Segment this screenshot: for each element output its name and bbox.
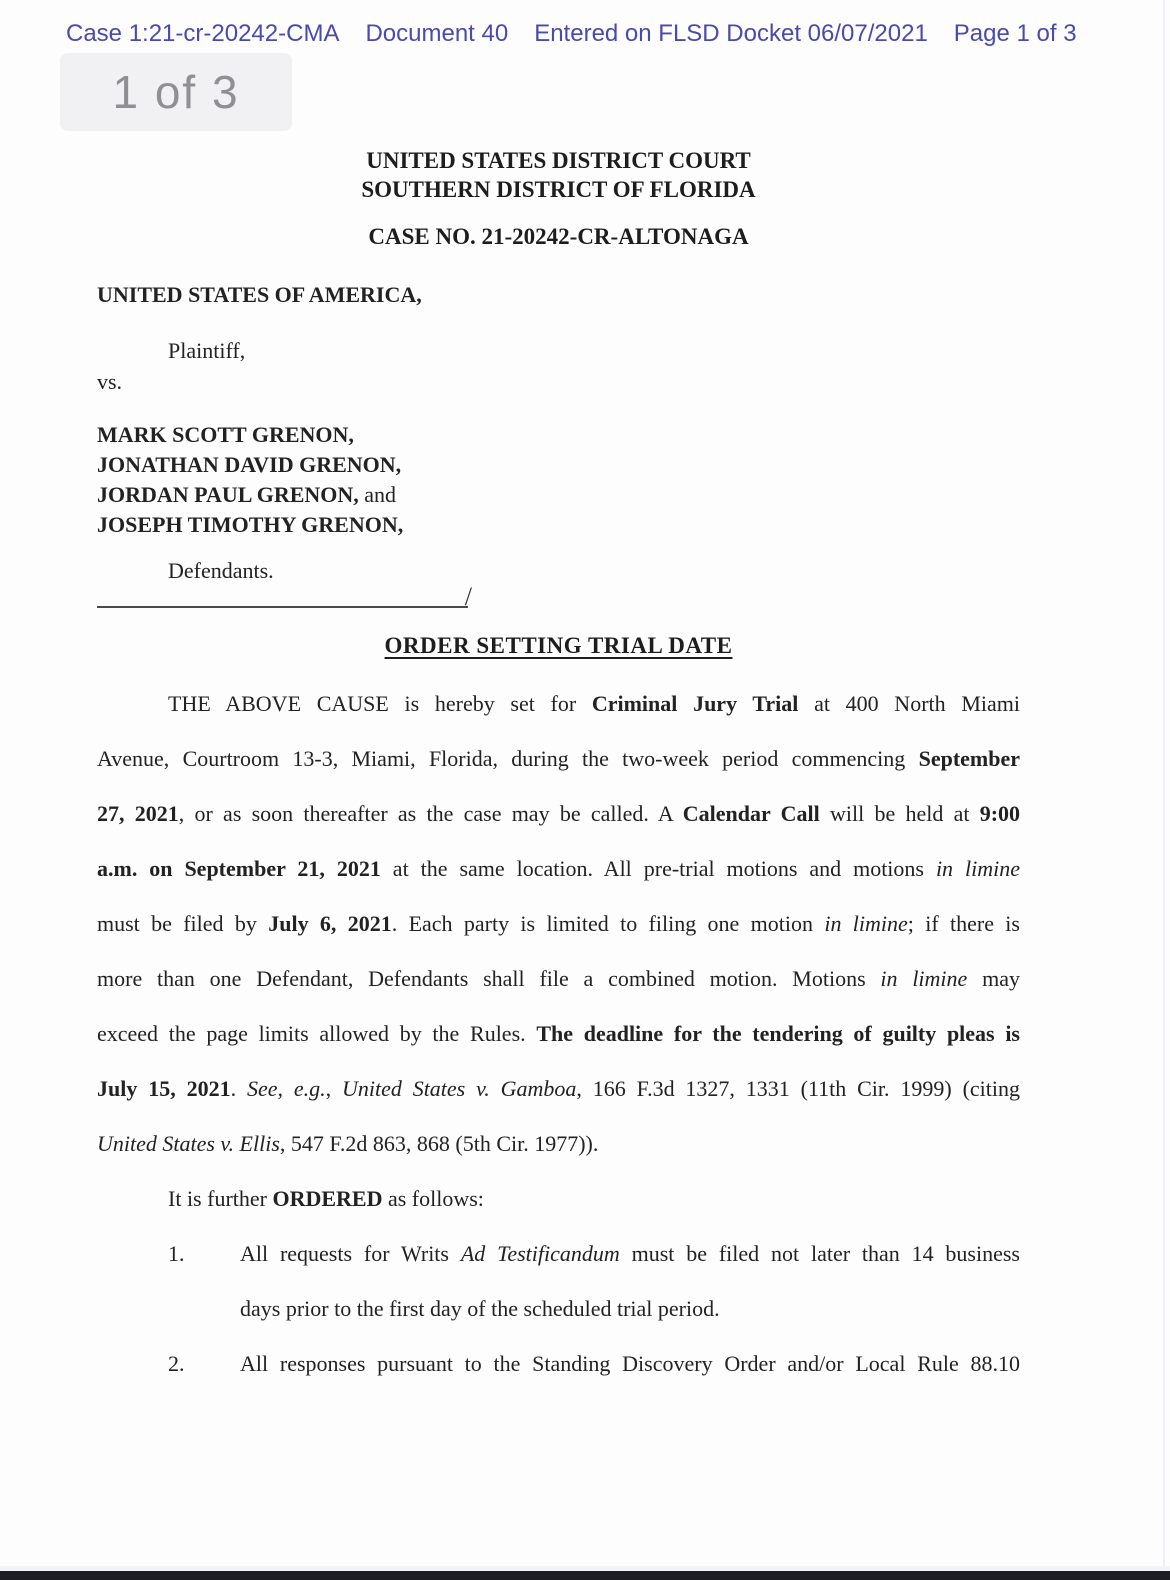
docket-stamp-header <box>66 20 1077 48</box>
text-line: United States v. Ellis, 547 F.2d 863, 868 (5th Cir. 1977)). <box>97 1131 599 1156</box>
text-line: must be filed by July 6, 2021. Each party is limited to filing one motion in limine; if there is <box>97 911 1020 936</box>
court-district-line: SOUTHERN DISTRICT OF FLORIDA <box>361 177 756 202</box>
text-line: Avenue, Courtroom 13-3, Miami, Florida, during the two-week period commencing September <box>97 746 1020 771</box>
defendant-names <box>97 420 422 540</box>
docket-case-number: Case 1:21-cr-20242-CMA <box>66 20 340 47</box>
docket-document-number: Document 40 <box>365 20 509 47</box>
order-item-2 <box>97 1336 1020 1391</box>
defendant-name: JONATHAN DAVID GRENON, <box>97 452 402 477</box>
text-line: July 15, 2021. See, e.g., United States v. Gamboa, 166 F.3d 1327, 1331 (11th Cir. 1999) (citing <box>97 1076 1020 1101</box>
item-text <box>240 1336 1020 1391</box>
court-heading <box>97 146 1020 204</box>
plaintiff-role-label: Plaintiff, <box>168 338 246 363</box>
item-number: 1. <box>168 1241 185 1266</box>
plaintiff-name: UNITED STATES OF AMERICA, <box>97 282 422 307</box>
defendant-name: JORDAN PAUL GRENON, and <box>97 482 397 507</box>
page-counter-label: 1 of 3 <box>112 66 240 118</box>
text-line: exceed the page limits allowed by the Rules. The deadline for the tendering of guilty pleas is <box>97 1021 1020 1046</box>
order-item-1 <box>97 1226 1020 1336</box>
text-line: 27, 2021, or as soon thereafter as the case may be called. A Calendar Call will be held at 9:00 <box>97 801 1021 826</box>
page-edge-line <box>1163 0 1165 1566</box>
versus-label: vs. <box>97 369 123 394</box>
viewer-bottom-bar <box>0 1571 1170 1580</box>
text-line: All requests for Writs Ad Testificandum must be filed not later than 14 business <box>240 1241 1020 1266</box>
order-main-paragraph <box>97 676 1020 1171</box>
case-number-heading: CASE NO. 21-20242-CR-ALTONAGA <box>368 224 749 249</box>
further-ordered-line: It is further ORDERED as follows: <box>168 1186 484 1211</box>
text-line: days prior to the first day of the scheduled trial period. <box>240 1296 720 1321</box>
text-line: All responses pursuant to the Standing Discovery Order and/or Local Rule 88.10 <box>240 1351 1020 1376</box>
court-name-line: UNITED STATES DISTRICT COURT <box>366 148 751 173</box>
order-body <box>97 676 1020 1391</box>
defendant-name: MARK SCOTT GRENON, <box>97 422 354 447</box>
defendant-name: JOSEPH TIMOTHY GRENON, <box>97 512 404 537</box>
page-counter-overlay <box>60 53 292 131</box>
parties-block <box>97 281 422 585</box>
defendants-role-label: Defendants. <box>168 558 274 583</box>
text-line: a.m. on September 21, 2021 at the same location. All pre-trial motions and motions in limine <box>97 856 1020 881</box>
order-title <box>97 633 1020 659</box>
text-line: THE ABOVE CAUSE is hereby set for Criminal Jury Trial at 400 North Miami <box>168 691 1020 716</box>
item-number: 2. <box>168 1351 185 1376</box>
text-line: more than one Defendant, Defendants shall file a combined motion. Motions in limine may <box>97 966 1020 991</box>
item-text <box>240 1226 1020 1336</box>
docket-entered-date: Entered on FLSD Docket 06/07/2021 <box>534 20 928 47</box>
docket-page-indicator: Page 1 of 3 <box>953 20 1077 47</box>
order-title-text: ORDER SETTING TRIAL DATE <box>384 633 733 658</box>
signature-divider-line <box>97 573 472 611</box>
divider-slash-mark: / <box>464 582 472 611</box>
